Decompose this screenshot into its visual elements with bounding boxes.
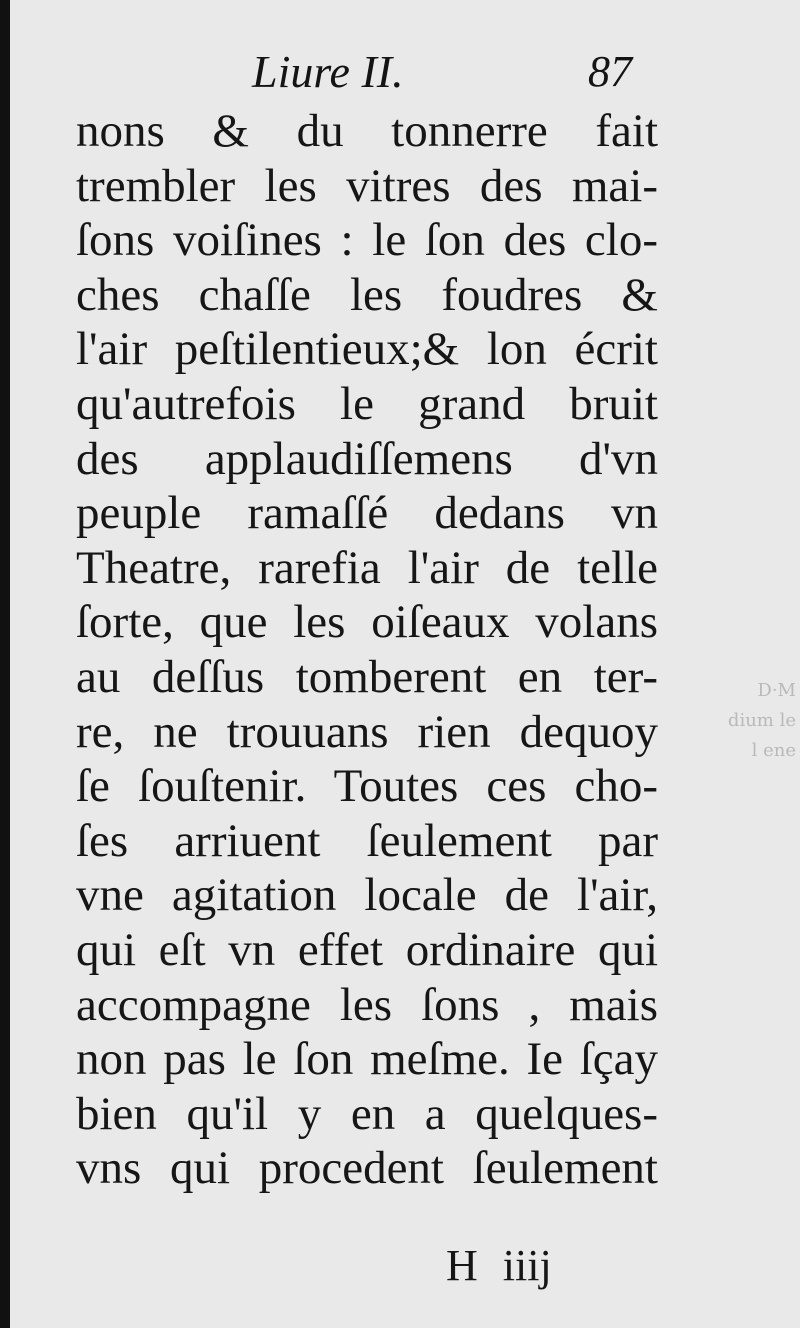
- text-line: des applaudiſſemens d'vn: [76, 432, 658, 485]
- text-line: ſorte, que les oiſeaux volans: [76, 596, 658, 649]
- text-line: ches chaſſe les foudres &: [76, 268, 658, 321]
- text-line: Theatre, rarefia l'air de telle: [76, 541, 658, 594]
- running-title: Liure II.: [252, 46, 404, 97]
- bleed-through-text: [726, 676, 796, 786]
- page-header: [0, 44, 800, 100]
- text-line: vns qui procedent ſeulement: [76, 1142, 658, 1195]
- text-line: re, ne trouuans rien dequoy: [76, 705, 658, 758]
- text-line: trembler les vitres des mai-: [76, 159, 658, 212]
- text-line: l'air peſtilentieux;& lon écrit: [76, 323, 658, 376]
- bleed-through-line: l ene: [751, 740, 796, 761]
- text-line: nons & du tonnerre fait: [76, 105, 658, 157]
- signature-mark: H iiij: [446, 1241, 552, 1290]
- text-line: bien qu'il y en a quelques-: [76, 1087, 658, 1140]
- text-line: peuple ramaſſé dedans vn: [76, 487, 658, 540]
- page-number: 87: [588, 47, 632, 96]
- text-line: ſons voiſines : le ſon des clo-: [76, 214, 658, 267]
- text-line: accompagne les ſons , mais: [76, 978, 658, 1031]
- body-text: [76, 104, 658, 1196]
- text-line: qu'autrefois le grand bruit: [76, 377, 658, 430]
- text-line: vne agitation locale de l'air,: [76, 869, 658, 922]
- page-binding-shadow: [0, 0, 10, 1328]
- text-line: qui eſt vn effet ordinaire qui: [76, 923, 658, 976]
- text-line: au deſſus tomberent en ter-: [76, 650, 658, 703]
- text-line: ſes arriuent ſeulement par: [76, 814, 658, 867]
- text-line: ſe ſouſtenir. Toutes ces cho-: [76, 760, 658, 813]
- bleed-through-line: dium le: [727, 710, 796, 731]
- bleed-through-line: D·M: [757, 680, 796, 701]
- text-line: non pas le ſon meſme. Ie ſçay: [76, 1033, 658, 1086]
